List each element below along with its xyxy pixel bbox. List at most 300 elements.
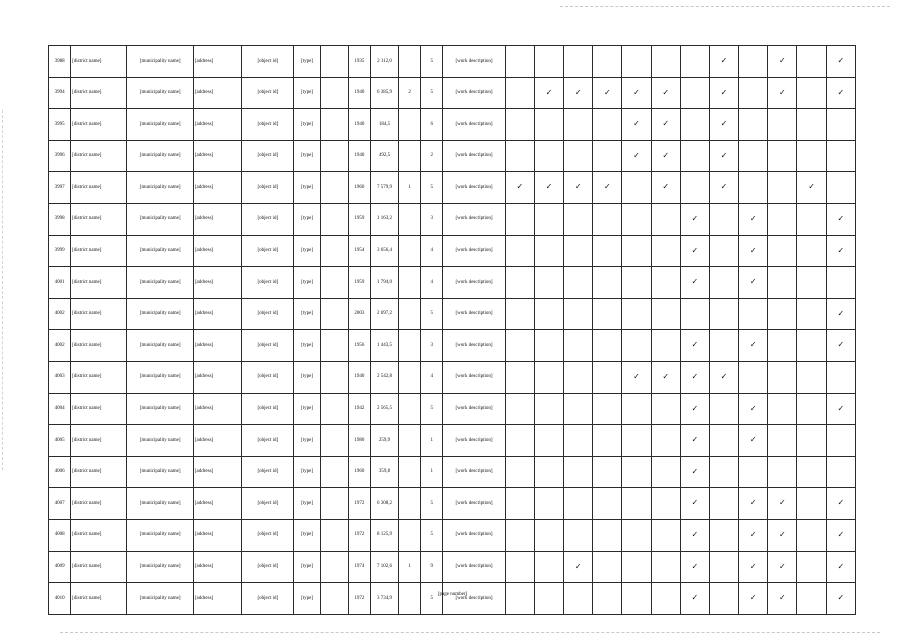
district-cell: [district name] [71, 46, 127, 78]
check-cell-3 [564, 203, 593, 235]
check-cell-6 [651, 77, 680, 109]
type-cell: [type] [294, 488, 320, 520]
works-cell: [work description] [443, 393, 505, 425]
checkmark-icon: ✓ [779, 561, 786, 571]
checkmark-icon: ✓ [691, 529, 699, 539]
checkmark-icon: ✓ [603, 182, 611, 192]
check-cell-8 [709, 425, 738, 457]
address-cell: [address] [193, 172, 241, 204]
check-cell-1 [505, 46, 534, 78]
count-b-cell: 5 [421, 393, 443, 425]
table-row [49, 330, 856, 362]
type-cell: [type] [294, 298, 320, 330]
check-cell-5 [622, 203, 651, 235]
works-cell: [work description] [443, 140, 505, 172]
check-cell-12 [826, 109, 855, 141]
object-id-cell: [object id] [242, 109, 294, 141]
checkmark-icon: ✓ [574, 561, 582, 571]
count-a-cell [399, 456, 421, 488]
count-b-cell: 3 [421, 330, 443, 362]
checkmark-icon: ✓ [837, 403, 845, 413]
type-cell: [type] [294, 583, 320, 615]
check-cell-7 [680, 519, 709, 551]
district-cell: [district name] [71, 235, 127, 267]
check-cell-7 [680, 203, 709, 235]
address-cell: [address] [193, 330, 241, 362]
table-row [49, 140, 856, 172]
checkmark-icon: ✓ [837, 87, 845, 97]
check-cell-8 [709, 172, 738, 204]
check-cell-6 [651, 425, 680, 457]
check-cell-6 [651, 456, 680, 488]
check-cell-10 [768, 235, 797, 267]
check-cell-4 [593, 203, 622, 235]
type2-cell [320, 330, 348, 362]
area-cell: 7 102,6 [370, 551, 398, 583]
checkmark-icon: ✓ [691, 435, 699, 445]
address-cell: [address] [193, 551, 241, 583]
municipality-cell: [municipality name] [127, 235, 193, 267]
check-cell-9 [739, 298, 768, 330]
check-cell-2 [534, 425, 563, 457]
address-cell: [address] [193, 583, 241, 615]
check-cell-10 [768, 172, 797, 204]
row-number: 4010 [49, 583, 71, 615]
table-row [49, 551, 856, 583]
check-cell-7 [680, 551, 709, 583]
check-cell-1 [505, 140, 534, 172]
type-cell: [type] [294, 361, 320, 393]
scan-edge-top [560, 6, 890, 8]
check-cell-1 [505, 488, 534, 520]
check-cell-4 [593, 109, 622, 141]
year-cell: 1954 [348, 235, 370, 267]
area-cell: 2 542,8 [370, 361, 398, 393]
type-cell: [type] [294, 109, 320, 141]
count-a-cell [399, 46, 421, 78]
municipality-cell: [municipality name] [127, 140, 193, 172]
type2-cell [320, 456, 348, 488]
check-cell-12 [826, 519, 855, 551]
check-cell-9 [739, 235, 768, 267]
type-cell: [type] [294, 267, 320, 299]
table-row [49, 109, 856, 141]
check-cell-12 [826, 77, 855, 109]
address-cell: [address] [193, 109, 241, 141]
address-cell: [address] [193, 456, 241, 488]
checkmark-icon: ✓ [837, 245, 845, 255]
type-cell: [type] [294, 551, 320, 583]
check-cell-9 [739, 77, 768, 109]
row-number: 4007 [49, 488, 71, 520]
check-cell-9 [739, 488, 768, 520]
checkmark-icon: ✓ [808, 182, 815, 192]
object-id-cell: [object id] [242, 203, 294, 235]
checkmark-icon: ✓ [720, 182, 728, 192]
check-cell-1 [505, 203, 534, 235]
check-cell-10 [768, 488, 797, 520]
check-cell-8 [709, 488, 738, 520]
area-cell: 259,9 [370, 425, 398, 457]
type2-cell [320, 425, 348, 457]
table-row [49, 77, 856, 109]
count-b-cell: 4 [421, 235, 443, 267]
type-cell: [type] [294, 46, 320, 78]
table-row [49, 456, 856, 488]
checkmark-icon: ✓ [720, 119, 728, 129]
object-id-cell: [object id] [242, 46, 294, 78]
check-cell-3 [564, 267, 593, 299]
check-cell-4 [593, 583, 622, 615]
check-cell-1 [505, 172, 534, 204]
object-id-cell: [object id] [242, 393, 294, 425]
check-cell-6 [651, 393, 680, 425]
check-cell-5 [622, 172, 651, 204]
area-cell: 1 443,5 [370, 330, 398, 362]
district-cell: [district name] [71, 583, 127, 615]
check-cell-11 [797, 551, 826, 583]
check-cell-7 [680, 109, 709, 141]
checkmark-icon: ✓ [749, 277, 757, 287]
check-cell-4 [593, 140, 622, 172]
check-cell-2 [534, 551, 563, 583]
district-cell: [district name] [71, 203, 127, 235]
check-cell-5 [622, 583, 651, 615]
type-cell: [type] [294, 393, 320, 425]
check-cell-8 [709, 140, 738, 172]
checkmark-icon: ✓ [837, 593, 845, 603]
check-cell-3 [564, 235, 593, 267]
check-cell-6 [651, 203, 680, 235]
row-number: 4002 [49, 298, 71, 330]
check-cell-12 [826, 172, 855, 204]
checkmark-icon: ✓ [749, 403, 757, 413]
municipality-cell: [municipality name] [127, 46, 193, 78]
check-cell-2 [534, 456, 563, 488]
check-cell-3 [564, 172, 593, 204]
check-cell-9 [739, 172, 768, 204]
check-cell-8 [709, 330, 738, 362]
check-cell-11 [797, 456, 826, 488]
works-cell: [work description] [443, 330, 505, 362]
area-cell: 2 697,2 [370, 298, 398, 330]
check-cell-4 [593, 267, 622, 299]
check-cell-11 [797, 519, 826, 551]
check-cell-11 [797, 140, 826, 172]
check-cell-3 [564, 519, 593, 551]
checkmark-icon: ✓ [779, 498, 786, 508]
check-cell-11 [797, 203, 826, 235]
check-cell-10 [768, 109, 797, 141]
row-number: 4008 [49, 519, 71, 551]
check-cell-9 [739, 46, 768, 78]
count-b-cell: 5 [421, 77, 443, 109]
check-cell-7 [680, 235, 709, 267]
check-cell-11 [797, 393, 826, 425]
scan-edge-left [2, 110, 4, 470]
checkmark-icon: ✓ [749, 213, 757, 223]
check-cell-2 [534, 203, 563, 235]
year-cell: 1972 [348, 519, 370, 551]
check-cell-5 [622, 298, 651, 330]
address-cell: [address] [193, 425, 241, 457]
check-cell-5 [622, 361, 651, 393]
count-a-cell [399, 140, 421, 172]
address-cell: [address] [193, 267, 241, 299]
type-cell: [type] [294, 235, 320, 267]
checkmark-icon: ✓ [837, 213, 845, 223]
district-cell: [district name] [71, 267, 127, 299]
check-cell-3 [564, 46, 593, 78]
table-row [49, 172, 856, 204]
checkmark-icon: ✓ [633, 371, 640, 381]
check-cell-5 [622, 488, 651, 520]
check-cell-3 [564, 330, 593, 362]
check-cell-2 [534, 298, 563, 330]
checkmark-icon: ✓ [662, 371, 670, 381]
check-cell-2 [534, 267, 563, 299]
row-number: 4006 [49, 456, 71, 488]
checkmark-icon: ✓ [749, 340, 757, 350]
check-cell-7 [680, 393, 709, 425]
check-cell-10 [768, 77, 797, 109]
checkmark-icon: ✓ [633, 119, 640, 129]
type2-cell [320, 77, 348, 109]
type-cell: [type] [294, 203, 320, 235]
municipality-cell: [municipality name] [127, 551, 193, 583]
object-id-cell: [object id] [242, 298, 294, 330]
checkmark-icon: ✓ [779, 87, 786, 97]
district-cell: [district name] [71, 425, 127, 457]
row-number: 3988 [49, 46, 71, 78]
check-cell-4 [593, 551, 622, 583]
check-cell-11 [797, 172, 826, 204]
check-cell-5 [622, 393, 651, 425]
count-b-cell: 4 [421, 361, 443, 393]
check-cell-10 [768, 393, 797, 425]
object-id-cell: [object id] [242, 77, 294, 109]
check-cell-1 [505, 77, 534, 109]
table-row [49, 425, 856, 457]
register-table [48, 45, 856, 615]
count-a-cell [399, 361, 421, 393]
checkmark-icon: ✓ [779, 529, 786, 539]
check-cell-7 [680, 298, 709, 330]
checkmark-icon: ✓ [516, 182, 524, 192]
type2-cell [320, 46, 348, 78]
check-cell-2 [534, 46, 563, 78]
check-cell-10 [768, 298, 797, 330]
checkmark-icon: ✓ [837, 498, 845, 508]
year-cell: 1935 [348, 46, 370, 78]
checkmark-icon: ✓ [574, 182, 582, 192]
municipality-cell: [municipality name] [127, 298, 193, 330]
works-cell: [work description] [443, 519, 505, 551]
check-cell-1 [505, 330, 534, 362]
check-cell-7 [680, 172, 709, 204]
check-cell-12 [826, 140, 855, 172]
area-cell: 184,5 [370, 109, 398, 141]
check-cell-2 [534, 519, 563, 551]
checkmark-icon: ✓ [633, 150, 640, 160]
checkmark-icon: ✓ [837, 561, 845, 571]
area-cell: 492,5 [370, 140, 398, 172]
municipality-cell: [municipality name] [127, 425, 193, 457]
works-cell: [work description] [443, 425, 505, 457]
year-cell: 1940 [348, 140, 370, 172]
type-cell: [type] [294, 456, 320, 488]
area-cell: 7 579,9 [370, 172, 398, 204]
works-cell: [work description] [443, 172, 505, 204]
count-b-cell: 2 [421, 140, 443, 172]
check-cell-5 [622, 519, 651, 551]
checkmark-icon: ✓ [545, 182, 553, 192]
municipality-cell: [municipality name] [127, 267, 193, 299]
checkmark-icon: ✓ [691, 371, 699, 381]
check-cell-6 [651, 361, 680, 393]
check-cell-7 [680, 77, 709, 109]
count-a-cell [399, 519, 421, 551]
check-cell-7 [680, 488, 709, 520]
table-row [49, 488, 856, 520]
works-cell: [work description] [443, 361, 505, 393]
check-cell-12 [826, 425, 855, 457]
checkmark-icon: ✓ [691, 213, 699, 223]
object-id-cell: [object id] [242, 519, 294, 551]
row-number: 3997 [49, 172, 71, 204]
table-row [49, 519, 856, 551]
row-number: 4005 [49, 425, 71, 457]
district-cell: [district name] [71, 109, 127, 141]
check-cell-4 [593, 425, 622, 457]
check-cell-7 [680, 456, 709, 488]
count-b-cell: 1 [421, 425, 443, 457]
check-cell-6 [651, 583, 680, 615]
count-a-cell [399, 425, 421, 457]
district-cell: [district name] [71, 488, 127, 520]
municipality-cell: [municipality name] [127, 361, 193, 393]
check-cell-9 [739, 551, 768, 583]
area-cell: 1 794,0 [370, 267, 398, 299]
year-cell: 1974 [348, 551, 370, 583]
check-cell-2 [534, 488, 563, 520]
check-cell-8 [709, 77, 738, 109]
count-b-cell: 4 [421, 267, 443, 299]
check-cell-8 [709, 361, 738, 393]
district-cell: [district name] [71, 172, 127, 204]
type-cell: [type] [294, 172, 320, 204]
check-cell-1 [505, 425, 534, 457]
check-cell-12 [826, 583, 855, 615]
row-number: 4009 [49, 551, 71, 583]
check-cell-1 [505, 361, 534, 393]
works-cell: [work description] [443, 551, 505, 583]
check-cell-4 [593, 488, 622, 520]
table-row [49, 235, 856, 267]
type2-cell [320, 109, 348, 141]
check-cell-6 [651, 235, 680, 267]
check-cell-6 [651, 172, 680, 204]
check-cell-1 [505, 235, 534, 267]
check-cell-7 [680, 330, 709, 362]
count-a-cell [399, 330, 421, 362]
check-cell-7 [680, 361, 709, 393]
check-cell-7 [680, 140, 709, 172]
area-cell: 6 308,2 [370, 488, 398, 520]
check-cell-11 [797, 298, 826, 330]
check-cell-8 [709, 46, 738, 78]
check-cell-6 [651, 46, 680, 78]
checkmark-icon: ✓ [720, 56, 728, 65]
count-b-cell: 5 [421, 583, 443, 615]
checkmark-icon: ✓ [837, 340, 845, 350]
works-cell: [work description] [443, 77, 505, 109]
check-cell-5 [622, 46, 651, 78]
check-cell-11 [797, 488, 826, 520]
object-id-cell: [object id] [242, 551, 294, 583]
table-row [49, 298, 856, 330]
check-cell-12 [826, 298, 855, 330]
check-cell-12 [826, 361, 855, 393]
check-cell-6 [651, 140, 680, 172]
checkmark-icon: ✓ [837, 56, 845, 65]
checkmark-icon: ✓ [662, 182, 670, 192]
checkmark-icon: ✓ [837, 308, 845, 318]
district-cell: [district name] [71, 456, 127, 488]
district-cell: [district name] [71, 393, 127, 425]
count-b-cell: 5 [421, 488, 443, 520]
address-cell: [address] [193, 393, 241, 425]
object-id-cell: [object id] [242, 361, 294, 393]
object-id-cell: [object id] [242, 172, 294, 204]
check-cell-11 [797, 267, 826, 299]
check-cell-2 [534, 393, 563, 425]
check-cell-2 [534, 583, 563, 615]
check-cell-1 [505, 393, 534, 425]
works-cell: [work description] [443, 46, 505, 78]
count-a-cell [399, 488, 421, 520]
address-cell: [address] [193, 235, 241, 267]
check-cell-2 [534, 330, 563, 362]
check-cell-8 [709, 519, 738, 551]
municipality-cell: [municipality name] [127, 456, 193, 488]
count-b-cell: 9 [421, 551, 443, 583]
checkmark-icon: ✓ [662, 150, 670, 160]
check-cell-5 [622, 235, 651, 267]
check-cell-9 [739, 203, 768, 235]
area-cell: 3 656,4 [370, 235, 398, 267]
check-cell-3 [564, 298, 593, 330]
check-cell-5 [622, 425, 651, 457]
page-number: [page number] [437, 592, 468, 597]
year-cell: 1959 [348, 267, 370, 299]
check-cell-8 [709, 583, 738, 615]
check-cell-8 [709, 267, 738, 299]
check-cell-3 [564, 140, 593, 172]
type2-cell [320, 583, 348, 615]
row-number: 4001 [49, 267, 71, 299]
check-cell-8 [709, 298, 738, 330]
type2-cell [320, 267, 348, 299]
municipality-cell: [municipality name] [127, 488, 193, 520]
row-number: 3995 [49, 109, 71, 141]
count-a-cell [399, 393, 421, 425]
count-a-cell [399, 267, 421, 299]
check-cell-3 [564, 109, 593, 141]
check-cell-12 [826, 46, 855, 78]
object-id-cell: [object id] [242, 583, 294, 615]
checkmark-icon: ✓ [779, 56, 786, 65]
